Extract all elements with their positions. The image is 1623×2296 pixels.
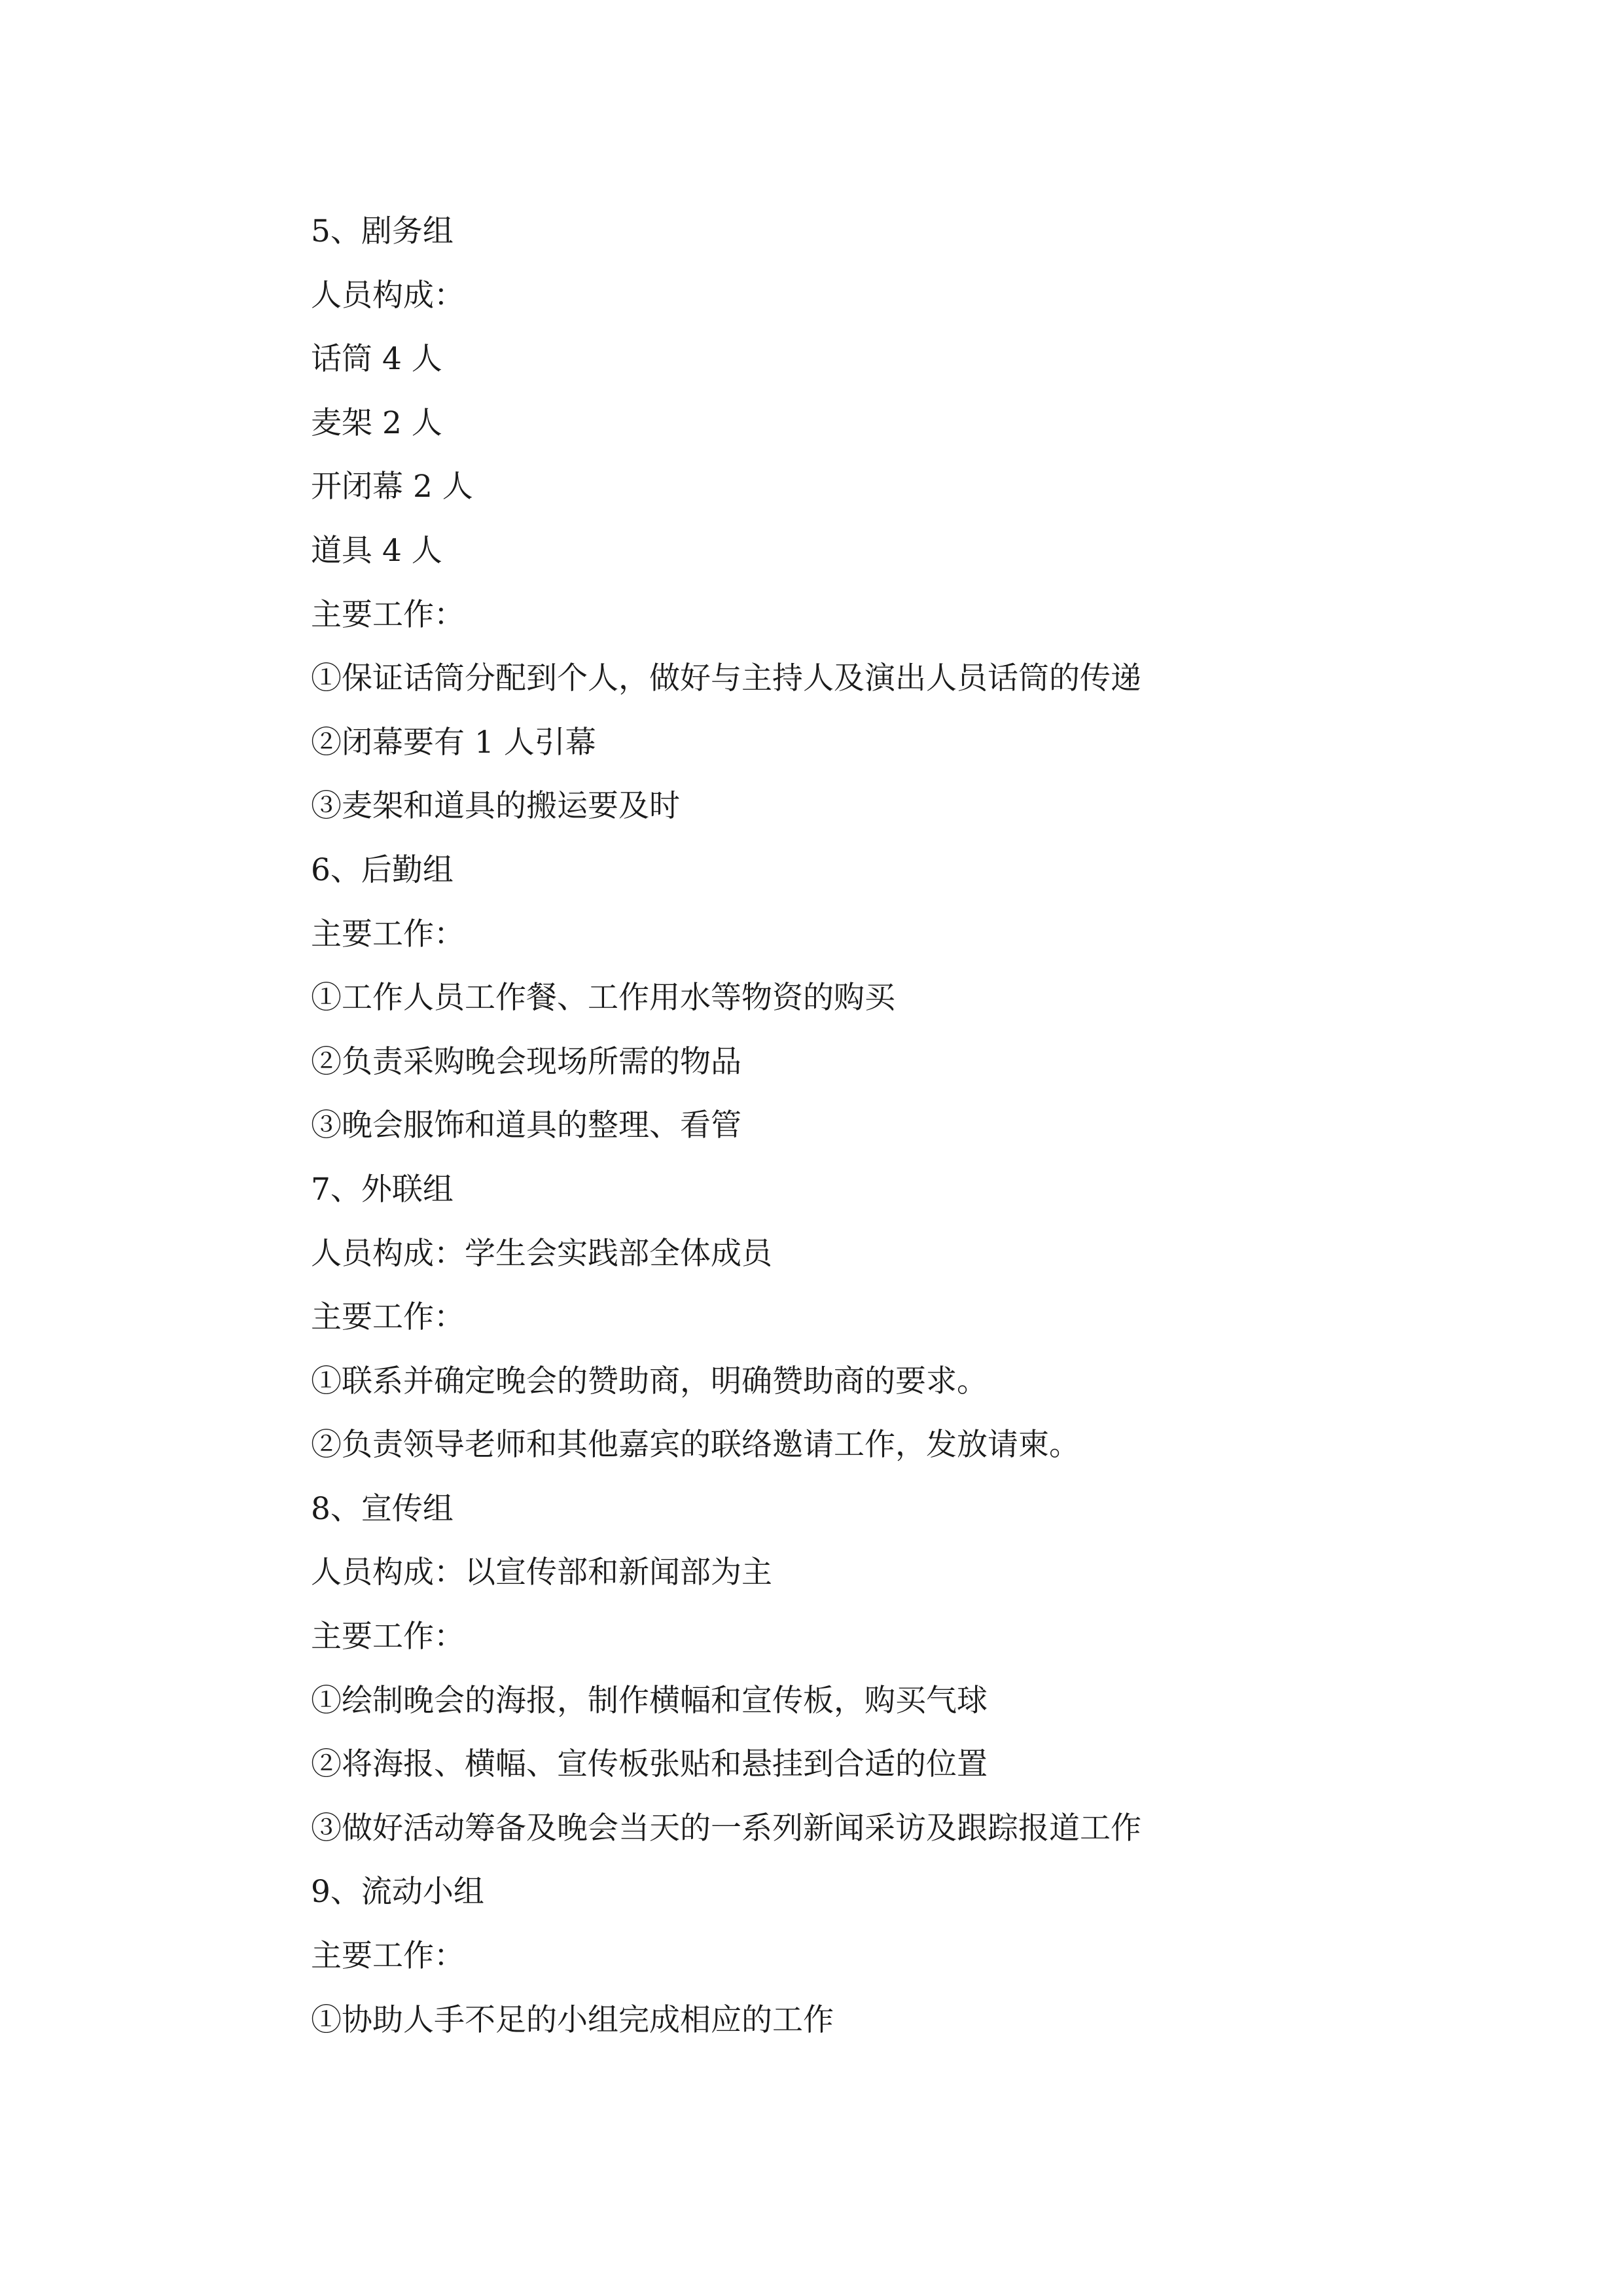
list-item: ①绘制晚会的海报，制作横幅和宣传板，购买气球 bbox=[311, 1682, 988, 1719]
text-line: 人员构成： bbox=[311, 277, 465, 314]
list-item: ②负责采购晚会现场所需的物品 bbox=[311, 1043, 741, 1080]
text-line: 主要工作： bbox=[311, 1619, 465, 1655]
section-heading-8: 8、宣传组 bbox=[311, 1490, 454, 1527]
text-line: 人员构成：以宣传部和新闻部为主 bbox=[311, 1554, 772, 1591]
text-line: 主要工作： bbox=[311, 1299, 465, 1336]
text-line: 主要工作： bbox=[311, 596, 465, 633]
section-heading-5: 5、剧务组 bbox=[311, 213, 454, 249]
list-item: ①协助人手不足的小组完成相应的工作 bbox=[311, 2001, 834, 2038]
section-heading-7: 7、外联组 bbox=[311, 1171, 454, 1208]
list-item: ①联系并确定晚会的赞助商，明确赞助商的要求。 bbox=[311, 1363, 988, 1399]
text-line: 主要工作： bbox=[311, 916, 465, 952]
list-item: ③晚会服饰和道具的整理、看管 bbox=[311, 1107, 741, 1144]
text-line: 话筒 4 人 bbox=[311, 341, 442, 378]
list-item: ②负责领导老师和其他嘉宾的联络邀请工作，发放请柬。 bbox=[311, 1427, 1080, 1463]
text-line: 开闭幕 2 人 bbox=[311, 469, 473, 505]
text-line: 道具 4 人 bbox=[311, 532, 442, 569]
list-item: ①保证话筒分配到个人，做好与主持人及演出人员话筒的传递 bbox=[311, 660, 1141, 697]
list-item: ③做好活动筹备及晚会当天的一系列新闻采访及跟踪报道工作 bbox=[311, 1810, 1141, 1846]
section-heading-9: 9、流动小组 bbox=[311, 1874, 484, 1910]
list-item: ①工作人员工作餐、工作用水等物资的购买 bbox=[311, 980, 895, 1016]
document-body bbox=[311, 200, 1554, 2052]
list-item: ②闭幕要有 1 人引幕 bbox=[311, 724, 596, 761]
text-line: 主要工作： bbox=[311, 1938, 465, 1975]
section-heading-6: 6、后勤组 bbox=[311, 852, 454, 888]
text-line: 麦架 2 人 bbox=[311, 404, 442, 441]
text-line: 人员构成：学生会实践部全体成员 bbox=[311, 1235, 772, 1272]
list-item: ②将海报、横幅、宣传板张贴和悬挂到合适的位置 bbox=[311, 1746, 988, 1783]
list-item: ③麦架和道具的搬运要及时 bbox=[311, 788, 680, 825]
